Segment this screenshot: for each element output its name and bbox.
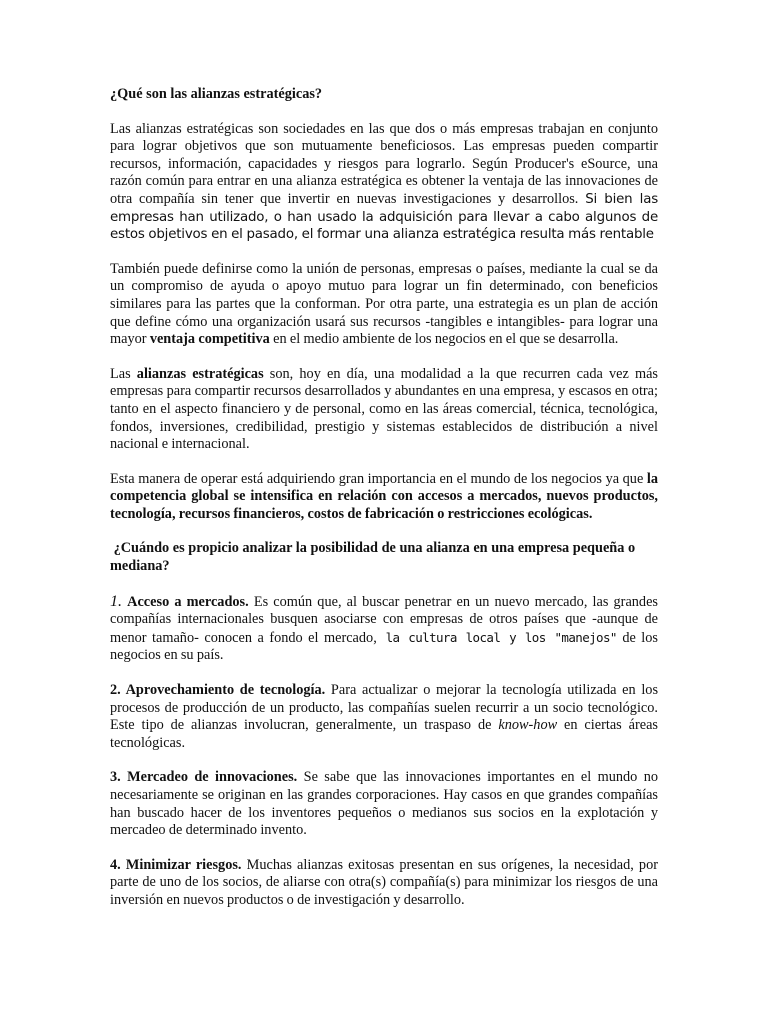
paragraph-modalidad-text-c: son, hoy en día, una modalidad a la que recurren cada vez más empresas para compartir recursos desarrollados y abundantes en una empresa, y escasos en otra; tanto en el aspecto financiero y de personal, como en las áreas comercial, técnica, tecnológica, fondos, inversiones, credibilidad, prestigio y sistemas establecidos de distribución a nivel nacional e internacional. [110,365,658,453]
paragraph-definition [110,121,658,244]
list-item-text-a: Es común que, al buscar penetrar en un nuevo mercado, las grandes compañías internacionales busquen asociarse con empresas de otros países que -aunque de menor tamaño- conocen a fondo el mercado, [110,593,658,646]
list-item-innovaciones [110,769,658,839]
paragraph-definition-text: Las alianzas estratégicas son sociedades en las que dos o más empresas trabajan en conjunto para lograr objetivos que son mutuamente beneficiosos. Las empresas pueden compartir recursos, información, capacidades y riesgos para lograrlo. Según Producer's eSource, una razón común para entrar en una alianza estratégica es obtener la ventaja de las innovaciones de otra compañía sin tener que invertir en nuevas investigaciones y desarrollos. [110,120,658,207]
document-title: ¿Qué son las alianzas estratégicas? [110,86,323,102]
list-item-text-a: Para actualizar o mejorar la tecnología utilizada en los procesos de producción de un producto, las compañías suelen recurrir a un socio tecnológico. Este tipo de alianzas involucran, generalmente, un traspaso de [110,682,659,734]
list-item-text-b: de los negocios en su país. [110,629,658,664]
list-item-text-a: Se sabe que las innovaciones importantes en el mundo no necesariamente se originan en las grandes corporaciones. Hay casos en que grandes compañías han buscado hacer de los inventores pequeños o medianos sus socios en la explotación y mercadeo de determinado invento. [110,769,658,839]
paragraph-competencia [110,471,658,524]
paragraph-modalidad-text-a: Las [110,365,137,382]
paragraph-union-text-c: en el medio ambiente de los negocios en el que se desarrolla. [269,331,619,348]
list-item-title: 2. Aprovechamiento de tecnología. [110,682,326,699]
paragraph-union-text-a: También puede definirse como la unión de personas, empresas o países, mediante la cual se da un compromiso de ayuda o apoyo mutuo para lograr un fin determinado, con beneficios similares para las partes que la conforman. Por otra parte, una estrategia es un plan de acción que define cómo una organización usará sus recursos -tangibles e intangibles- para lograr una mayor [110,260,658,348]
list-item-acceso-mercados [110,593,658,665]
section-subheading-text: ¿Cuándo es propicio analizar la posibilidad de una alianza en una empresa pequeña o mediana? [110,540,636,575]
list-item-emphasis: know-how [498,717,558,734]
list-item-title: Acceso a mercados. [127,593,249,610]
section-subheading [110,540,658,575]
paragraph-definition-sans-text: Si bien las empresas han utilizado, o han usado la adquisición para llevar a cabo algunos de estos objetivos en el pasado, el formar una alianza estratégica resulta más rentable [110,191,658,243]
paragraph-modalidad-bold: alianzas estratégicas [136,365,264,382]
paragraph-competencia-bold: la competencia global se intensifica en relación con accesos a mercados, nuevos productos, tecnología, recursos financieros, costos de fabricación o restricciones ecológicas. [110,470,658,522]
list-item-text-a: Muchas alianzas exitosas presentan en sus orígenes, la necesidad, por parte de uno de los socios, de aliarse con otra(s) compañía(s) para minimizar los riesgos de una inversión en nuevos productos o de investigación y desarrollo. [110,856,658,908]
list-item-text-b: en ciertas áreas tecnológicas. [110,717,658,751]
list-item-number: 1. [110,592,122,610]
list-item-mono-text: la cultura local y los "manejos" [376,629,617,645]
paragraph-modalidad [110,366,658,454]
paragraph-union [110,261,658,349]
document-page [110,86,658,927]
list-item-title: 4. Minimizar riesgos. [110,856,242,873]
paragraph-competencia-text-a: Esta manera de operar está adquiriendo gran importancia en el mundo de los negocios ya que [110,470,647,487]
paragraph-union-bold: ventaja competitiva [149,331,270,348]
list-item-tecnologia [110,682,658,752]
list-item-riesgos [110,857,658,910]
list-item-title: 3. Mercadeo de innovaciones. [110,769,298,786]
